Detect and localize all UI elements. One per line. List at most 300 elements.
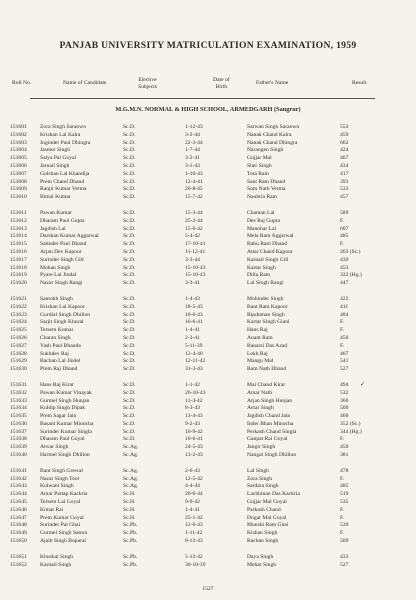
elective-subjects: Sc.D.: [123, 327, 136, 334]
father-name: Sardara Singh: [247, 483, 279, 490]
result: 494: [340, 381, 349, 388]
elective-subjects: Sc.Pb.: [123, 530, 138, 537]
result: 381: [340, 452, 349, 459]
date-of-birth: 5-12-42: [185, 553, 203, 560]
roll-number: 151640: [10, 452, 27, 459]
father-name: Avtar Singh: [247, 405, 274, 412]
result: 485: [340, 483, 349, 490]
father-name: Lal Singh Rangi: [247, 280, 284, 287]
result: 263 (Sc.): [340, 248, 361, 255]
date-of-birth: 20-6-44: [185, 491, 203, 498]
roll-number: 151632: [10, 389, 27, 396]
roll-number: 151623: [10, 311, 27, 318]
candidate-name: Pyare Lal Jindal: [40, 272, 77, 279]
date-of-birth: 15-3-44: [185, 209, 203, 216]
elective-subjects: Sc.D.: [123, 147, 136, 154]
candidate-name: Surinder Kumar Singla: [40, 428, 92, 435]
result: F.: [340, 506, 345, 513]
table-row: [0, 312, 416, 320]
candidate-name: Ajaib Singh Boparai: [40, 538, 86, 545]
roll-number: 151618: [10, 264, 27, 271]
date-of-birth: 13-4-43: [185, 413, 203, 420]
father-name: Sant Ram Dhand: [247, 178, 286, 185]
elective-subjects: Sc.D.: [123, 428, 136, 435]
father-name: Anant Ram: [247, 334, 273, 341]
result: 433: [340, 553, 349, 560]
candidate-name: Hans Raj Kirar: [40, 381, 74, 388]
result: 447: [340, 280, 349, 287]
candidate-name: Prem Kumar Goyal: [40, 514, 84, 521]
date-of-birth: 1-11-42: [185, 530, 203, 537]
table-row: [0, 538, 416, 546]
table-row: [0, 507, 416, 515]
roll-number: 151601: [10, 124, 27, 130]
roll-number: 151650: [10, 538, 27, 545]
result: F.: [340, 514, 345, 521]
father-name: Som Nath Verma: [247, 186, 286, 193]
result: F.: [340, 241, 345, 248]
candidate-name: Prem Sagar Jain: [40, 413, 77, 420]
table-row: [0, 226, 416, 234]
candidate-name: Gurdial Singh Dhillon: [40, 311, 91, 318]
result: 535: [340, 499, 349, 506]
date-of-birth: 15-7-42: [185, 194, 203, 201]
table-row: [0, 257, 416, 265]
father-name: Chaman Lal: [247, 209, 275, 216]
elective-subjects: Sc.Ag.: [123, 475, 139, 482]
elective-subjects: Sc.D.: [123, 233, 136, 240]
table-row: [0, 179, 416, 187]
candidate-name: Nazar Singh Toor: [40, 475, 80, 482]
roll-number: 151629: [10, 358, 27, 365]
date-of-birth: 12-6-43: [185, 522, 203, 529]
roll-number: 151605: [10, 155, 27, 162]
father-name: Nangal Singh Dhillon: [247, 452, 297, 459]
date-of-birth: 11-12-41: [185, 248, 206, 255]
candidate-name: Darshan Kumar Aggarwal: [40, 233, 99, 240]
elective-subjects: Sc.D.: [123, 124, 136, 130]
father-name: Mohinder Singh: [247, 295, 284, 302]
date-of-birth: 24-5-43: [185, 444, 203, 451]
table-row: [0, 405, 416, 413]
result: F.: [340, 327, 345, 334]
father-name: Sher Singh: [247, 162, 272, 169]
date-of-birth: 3-2-41: [185, 155, 200, 162]
roll-number: 151619: [10, 272, 27, 279]
elective-subjects: Sc.D.: [123, 209, 136, 216]
date-of-birth: 3-1-43: [185, 162, 200, 169]
table-row: [0, 124, 416, 132]
roll-number: 151613: [10, 225, 27, 232]
elective-subjects: Sc.Ag.: [123, 467, 139, 474]
table-row: [0, 280, 416, 288]
result: 589: [340, 209, 349, 216]
date-of-birth: 1-10-43: [185, 170, 203, 177]
candidate-name: Jarnail Singh: [40, 162, 70, 169]
result: 430: [340, 256, 349, 263]
father-name: Munshi Ram Ghai: [247, 522, 289, 529]
roll-number: 151627: [10, 342, 27, 349]
father-name: Mela Ram Aggarwal: [247, 233, 294, 240]
result: 553: [340, 124, 349, 130]
elective-subjects: Sc.D.: [123, 389, 136, 396]
candidate-name: Sukhdev Raj: [40, 350, 69, 357]
table-row: [0, 421, 416, 429]
result: 484: [340, 311, 349, 318]
candidate-name: Bant Singh Grewal: [40, 467, 83, 474]
result: 467: [340, 155, 349, 162]
elective-subjects: Sc.D.: [123, 225, 136, 232]
candidate-name: Gulshan Lal Khandija: [40, 170, 90, 177]
candidate-name: Prem Raj Dhand: [40, 366, 78, 373]
table-row: [0, 210, 416, 218]
roll-number: 151607: [10, 170, 27, 177]
table-row: [0, 562, 416, 570]
roll-number: 151630: [10, 366, 27, 373]
father-name: Inder Bhan Minocha: [247, 420, 294, 427]
date-of-birth: 2-6-43: [185, 467, 200, 474]
father-name: Dogar Mal Goyal: [247, 514, 287, 521]
father-name: Ram Nath Dhand: [247, 366, 287, 373]
date-of-birth: 22-3-44: [185, 139, 203, 146]
result: 411: [340, 303, 349, 310]
date-of-birth: 10-6-43: [185, 311, 203, 318]
father-name: Jagdish Chand Jain: [247, 413, 291, 420]
result: 478: [340, 467, 349, 474]
candidate-name: Joginder Paul Dhingra: [40, 139, 91, 146]
father-name: Mangu Mal: [247, 358, 274, 365]
roll-number: 151622: [10, 303, 27, 310]
date-of-birth: 1-4-41: [185, 506, 200, 513]
roll-number: 151642: [10, 475, 27, 482]
roll-number: 151644: [10, 491, 27, 498]
elective-subjects: Sc.D.: [123, 319, 136, 326]
elective-subjects: Sc.Ag.: [123, 483, 139, 490]
elective-subjects: Sc.Ag.: [123, 452, 139, 459]
table-row: [0, 483, 416, 491]
candidate-name: Satya Pal Goyal: [40, 155, 77, 162]
result: 450: [340, 334, 349, 341]
candidate-name: Dharam Paul Gupta: [40, 217, 85, 224]
header-dob-line2: Birth: [215, 84, 228, 90]
date-of-birth: 12-5-42: [185, 475, 203, 482]
result: 352 (Sc.): [340, 420, 361, 427]
candidate-name: Bachan Lal Jindel: [40, 358, 81, 365]
father-name: Parkash Chand: [247, 506, 281, 513]
roll-number: 151634: [10, 405, 27, 412]
elective-subjects: Sc.D.: [123, 413, 136, 420]
father-name: Dilla Ram: [247, 272, 271, 279]
candidate-name: Jasmer Singh: [40, 147, 70, 154]
result: 434: [340, 162, 349, 169]
candidate-name: Jagdish Lal: [40, 225, 66, 232]
elective-subjects: Sc.D.: [123, 303, 136, 310]
table-row: [0, 132, 416, 140]
father-name: Perkash Chand Singla: [247, 428, 297, 435]
date-of-birth: 25-1-42: [185, 514, 203, 521]
candidate-name: Kuldip Singh Dipak: [40, 405, 86, 412]
school-heading: M.G.M.N. NORMAL & HIGH SCHOOL, ARMEDGARH (Sangrur): [115, 106, 301, 113]
roll-number: 151620: [10, 280, 27, 287]
candidate-name: Nazar Singh Rangi: [40, 280, 83, 287]
roll-number: 151631: [10, 381, 27, 388]
roll-number: 151628: [10, 350, 27, 357]
roll-number: 151612: [10, 217, 27, 224]
elective-subjects: Sc.D.: [123, 248, 136, 255]
candidate-name: Tersem Lal Goyal: [40, 499, 81, 506]
date-of-birth: 15-6-42: [185, 225, 203, 232]
candidate-name: Prem Chand Dhand: [40, 178, 85, 185]
candidate-name: Krishan Lal Kapoor: [40, 303, 85, 310]
result: 519: [340, 491, 349, 498]
result: 541: [340, 358, 349, 365]
table-row: [0, 272, 416, 280]
elective-subjects: Sc.D.: [123, 280, 136, 287]
header-subjects-line1: Elective: [138, 77, 157, 83]
result: 509: [340, 538, 349, 545]
roll-number: 151604: [10, 147, 27, 154]
elective-subjects: Sc.D.: [123, 342, 136, 349]
table-row: [0, 155, 416, 163]
header-dob: [213, 77, 230, 91]
father-name: Mehar Singh: [247, 561, 277, 568]
roll-number: 151602: [10, 131, 27, 138]
candidate-name: Satinder Paul Dhand: [40, 241, 87, 248]
roll-number: 151617: [10, 256, 27, 263]
table-row: [0, 351, 416, 359]
elective-subjects: Sc.D.: [123, 272, 136, 279]
roll-number: 151603: [10, 139, 27, 146]
table-row: [0, 194, 416, 202]
table-row: [0, 358, 416, 366]
candidate-name: Atwar Singh: [40, 444, 69, 451]
roll-number: 151637: [10, 428, 27, 435]
table-row: [0, 186, 416, 194]
date-of-birth: 2-3-41: [185, 334, 200, 341]
table-row: [0, 249, 416, 257]
result: F.: [340, 319, 345, 326]
result: 460: [340, 413, 349, 420]
roll-number: 151652: [10, 561, 27, 568]
father-name: Banarsi Das Azad: [247, 342, 288, 349]
date-of-birth: 18-5-43: [185, 303, 203, 310]
roll-number: 151639: [10, 444, 27, 451]
table-row: [0, 515, 416, 523]
roll-number: 151651: [10, 553, 27, 560]
elective-subjects: Sc.D.: [123, 397, 136, 404]
candidate-name: Surinder Singh Gill: [40, 256, 84, 263]
table-row: [0, 335, 416, 343]
elective-subjects: Sc.D.: [123, 131, 136, 138]
elective-subjects: Sc.D.: [123, 436, 136, 443]
candidate-name: Karnail Singh: [40, 561, 72, 568]
table-row: [0, 436, 416, 444]
date-of-birth: 3-3-41: [185, 280, 200, 287]
candidate-name: Yash Paul Bhanda: [40, 342, 81, 349]
candidate-name: Gurmel Singh Samra: [40, 530, 88, 537]
elective-subjects: Sc.D.: [123, 264, 136, 271]
table-row: [0, 499, 416, 507]
table-row: [0, 452, 416, 460]
father-name: Karnail Singh Gill: [247, 256, 289, 263]
result: 662: [340, 139, 349, 146]
father-name: Hans Raj: [247, 327, 268, 334]
table-row: [0, 398, 416, 406]
table-row: [0, 163, 416, 171]
date-of-birth: 25-2-44: [185, 217, 203, 224]
result: F.: [340, 436, 345, 443]
date-of-birth: 20-8-45: [185, 186, 203, 193]
date-of-birth: 8-3-43: [185, 405, 200, 412]
father-name: Kishan Singh: [247, 530, 278, 537]
date-of-birth: 1-12-43: [185, 124, 203, 130]
candidate-name: Ranjit Kumar Verma: [40, 186, 87, 193]
result: 467: [340, 350, 349, 357]
date-of-birth: 30-10-39: [185, 561, 206, 568]
date-of-birth: 12-4-40: [185, 350, 203, 357]
elective-subjects: Sc.H.: [123, 506, 136, 513]
date-of-birth: 15-10-43: [185, 272, 206, 279]
date-of-birth: 4-4-44: [185, 483, 200, 490]
header-roll-no: Roll No.: [12, 80, 32, 86]
result: F.: [340, 530, 345, 537]
elective-subjects: Sc.D.: [123, 139, 136, 146]
group-spacer: [0, 288, 416, 296]
header-name: Name of Candidate: [63, 80, 107, 86]
roll-number: 151606: [10, 162, 27, 169]
elective-subjects: Sc.D.: [123, 334, 136, 341]
page-number: 1527: [202, 586, 214, 592]
result: F.: [340, 342, 345, 349]
result: 344 (Hg.): [340, 428, 362, 435]
elective-subjects: Sc.D.: [123, 358, 136, 365]
date-of-birth: 5-4-42: [185, 233, 200, 240]
result: 485: [340, 233, 349, 240]
table-row: [0, 413, 416, 421]
table-row: [0, 304, 416, 312]
group-spacer: [0, 374, 416, 382]
check-mark-icon: ✓: [360, 381, 366, 388]
date-of-birth: 26-10-43: [185, 389, 206, 396]
date-of-birth: 12-4-41: [185, 178, 203, 185]
results-table: [0, 124, 416, 569]
roll-number: 151609: [10, 186, 27, 193]
elective-subjects: Sc.D.: [123, 186, 136, 193]
table-row: [0, 554, 416, 562]
table-row: [0, 218, 416, 226]
roll-number: 151614: [10, 233, 27, 240]
elective-subjects: Sc.D.: [123, 194, 136, 201]
father-name: Amar Nath: [247, 389, 273, 396]
candidate-name: Arjan Dev Kapoor: [40, 248, 82, 255]
elective-subjects: Sc.Pb.: [123, 522, 138, 529]
father-name: Bant Ram Kapoor: [247, 303, 288, 310]
father-name: Gujjar Mal: [247, 155, 272, 162]
elective-subjects: Sc.D.: [123, 366, 136, 373]
date-of-birth: 17-10-41: [185, 241, 206, 248]
date-of-birth: 8-12-43: [185, 538, 203, 545]
result: 457: [340, 194, 349, 201]
father-name: Narangen Singh: [247, 147, 284, 154]
result: 393: [340, 178, 349, 185]
roll-number: 151625: [10, 327, 27, 334]
roll-number: 151638: [10, 436, 27, 443]
roll-number: 151624: [10, 319, 27, 326]
table-row: [0, 530, 416, 538]
date-of-birth: 1-4-43: [185, 295, 200, 302]
elective-subjects: Sc.D.: [123, 256, 136, 263]
table-row: [0, 147, 416, 155]
candidate-name: Surinder Pal Ghai: [40, 522, 81, 529]
candidate-name: Zora Singh Saraown: [40, 124, 86, 130]
roll-number: 151608: [10, 178, 27, 185]
father-name: Naubria Ram: [247, 194, 277, 201]
roll-number: 151635: [10, 413, 27, 420]
date-of-birth: 13-2-43: [185, 452, 203, 459]
father-name: Bachan Singh: [247, 538, 279, 545]
elective-subjects: Sc.D.: [123, 405, 136, 412]
table-row: [0, 171, 416, 179]
result: 607: [340, 225, 349, 232]
date-of-birth: 15-10-43: [185, 264, 206, 271]
header-divider: [30, 98, 375, 99]
roll-number: 151611: [10, 209, 27, 216]
father-name: Kartar Singh: [247, 264, 276, 271]
result: F.: [340, 475, 345, 482]
elective-subjects: Sc.D.: [123, 155, 136, 162]
date-of-birth: 16-9-42: [185, 428, 203, 435]
elective-subjects: Sc.D.: [123, 178, 136, 185]
result: 422: [340, 295, 349, 302]
candidate-name: Charan Singh: [40, 334, 71, 341]
date-of-birth: 9-9-42: [185, 499, 200, 506]
table-row: [0, 233, 416, 241]
date-of-birth: 5-11-39: [185, 342, 203, 349]
date-of-birth: 1-4-41: [185, 327, 200, 334]
header-father: Father's Name: [256, 80, 289, 86]
result: 459: [340, 131, 349, 138]
candidate-name: Sarjit Singh Khural: [40, 319, 84, 326]
table-row: [0, 319, 416, 327]
table-row: [0, 491, 416, 499]
elective-subjects: Sc.D.: [123, 170, 136, 177]
result: 450: [340, 444, 349, 451]
result: 453: [340, 264, 349, 271]
header-dob-line1: Date of: [213, 77, 230, 83]
table-row: [0, 522, 416, 530]
document-title: PANJAB UNIVERSITY MATRICULATION EXAMINATION, 1959: [59, 40, 357, 51]
father-name: Ganpat Rai Goyal: [247, 436, 288, 443]
date-of-birth: 1-1-42: [185, 381, 200, 388]
elective-subjects: Sc.D.: [123, 217, 136, 224]
date-of-birth: 3-2-44: [185, 131, 200, 138]
candidate-name: Amar Partap Kackria: [40, 491, 88, 498]
elective-subjects: Sc.Pb.: [123, 538, 138, 545]
candidate-name: Tersem Kumar: [40, 327, 74, 334]
roll-number: 151646: [10, 506, 27, 513]
candidate-name: Harmel Singh Dhillon: [40, 452, 90, 459]
father-name: Jangir Singh: [247, 444, 276, 451]
table-row: [0, 390, 416, 398]
result: 333 (Hg.): [340, 272, 362, 279]
elective-subjects: Sc.D.: [123, 311, 136, 318]
elective-subjects: Sc.H.: [123, 499, 136, 506]
group-spacer: [0, 202, 416, 210]
father-name: Lekh Raj: [247, 350, 268, 357]
candidate-name: Gurmel Singh Hunjan: [40, 397, 90, 404]
father-name: Gujjar Mal Goyal: [247, 499, 287, 506]
date-of-birth: 9-2-43: [185, 420, 200, 427]
